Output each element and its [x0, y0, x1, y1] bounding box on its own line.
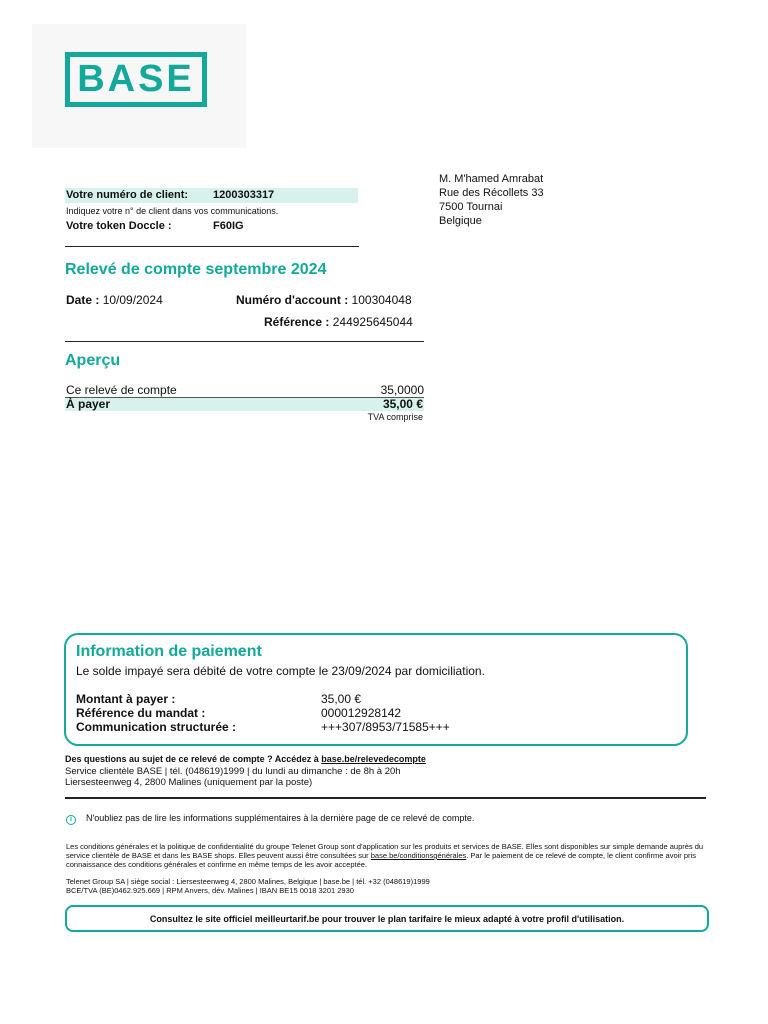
recipient-name: M. M'hamed Amrabat	[439, 173, 544, 185]
account-number	[236, 293, 412, 307]
structured-communication-label: Communication structurée :	[76, 720, 237, 734]
payment-info-title: Information de paiement	[76, 643, 262, 660]
client-number-hint: Indiquez votre n° de client dans vos communications.	[66, 206, 279, 216]
reference-label: Référence :	[264, 315, 330, 329]
promo-text: Consultez le site officiel meilleurtarif.be pour trouver le plan tarifaire le mieux adapté à votre profil d'utilisation.	[149, 913, 625, 924]
mandate-reference-label: Référence du mandat :	[76, 706, 206, 720]
divider	[65, 797, 706, 799]
info-icon: i	[66, 815, 76, 825]
questions-line	[65, 754, 426, 764]
divider	[65, 246, 359, 247]
statement-reference	[264, 315, 413, 329]
company-info-line1: Telenet Group SA | siège social : Liersesteenweg 4, 2800 Malines, Belgique | base.be | tél. +32 (048619)1999	[66, 877, 430, 886]
vat-note: TVA comprise	[367, 412, 423, 422]
account-label: Numéro d'account :	[236, 293, 349, 307]
statement-help-link[interactable]: base.be/relevedecompte	[321, 754, 426, 764]
reference-value: 244925645044	[332, 315, 413, 329]
recipient-country: Belgique	[439, 215, 482, 227]
logo-text: BASE	[77, 58, 195, 100]
structured-communication-value: +++307/8953/71585+++	[321, 720, 450, 734]
statement-date	[66, 293, 163, 307]
overview-row-value: 35,0000	[380, 383, 424, 397]
tariff-promo-box	[65, 905, 709, 932]
customer-service-line: Service clientèle BASE | tél. (048619)1999 | du lundi au dimanche : de 8h à 20h	[65, 766, 401, 777]
conditions-link[interactable]: base.be/conditionsgénérales	[370, 851, 467, 860]
payment-info-description: Le solde impayé sera débité de votre compte le 23/09/2024 par domiciliation.	[76, 664, 485, 678]
divider	[65, 341, 424, 342]
questions-text: Des questions au sujet de ce relevé de compte ? Accédez à	[65, 754, 319, 764]
amount-due-highlight	[65, 397, 424, 411]
statement-title: Relevé de compte septembre 2024	[65, 261, 327, 278]
amount-due-value: 35,00 €	[382, 397, 423, 411]
client-number-label: Votre numéro de client:	[66, 189, 189, 201]
overview-title: Aperçu	[65, 352, 121, 369]
overview-row-label: Ce relevé de compte	[66, 383, 177, 397]
date-value: 10/09/2024	[102, 293, 163, 307]
token-value: F60IG	[213, 220, 244, 232]
legal-part2: . Par le paiement de ce relevé de compte, le client confirme avoir pris connaissance des conditions générales et confirme en même temps de les avoir acceptée.	[66, 851, 696, 869]
amount-due-label: À payer	[66, 397, 111, 411]
base-logo	[65, 52, 207, 107]
postal-address-line: Liersesteenweg 4, 2800 Malines (uniquement par la poste)	[65, 777, 313, 788]
account-value: 100304048	[351, 293, 412, 307]
recipient-street: Rue des Récollets 33	[439, 187, 544, 199]
recipient-address	[439, 172, 544, 228]
client-number-value: 1200303317	[213, 189, 275, 201]
legal-text	[66, 842, 706, 869]
notice-text: N'oubliez pas de lire les informations supplémentaires à la dernière page de ce relevé de compte.	[86, 813, 475, 823]
legal-part1: Les conditions générales et la politique de confidentialité du groupe Telenet Group sont d'application sur les produits et services de BASE. Elles sont disponibles sur simple demande auprès du service clientèle de BASE et dans les BASE shops. Elles peuvent aussi être consultées sur	[66, 842, 704, 860]
payment-amount-value: 35,00 €	[321, 692, 362, 706]
recipient-city: 7500 Tournai	[439, 201, 503, 213]
date-label: Date :	[66, 293, 100, 307]
mandate-reference-value: 000012928142	[321, 706, 402, 720]
token-label: Votre token Doccle :	[66, 220, 172, 232]
payment-amount-label: Montant à payer :	[76, 692, 176, 706]
company-info-line2: BCE/TVA (BE)0462.925.669 | RPM Anvers, dév. Malines | IBAN BE15 0018 3201 2930	[66, 886, 354, 895]
